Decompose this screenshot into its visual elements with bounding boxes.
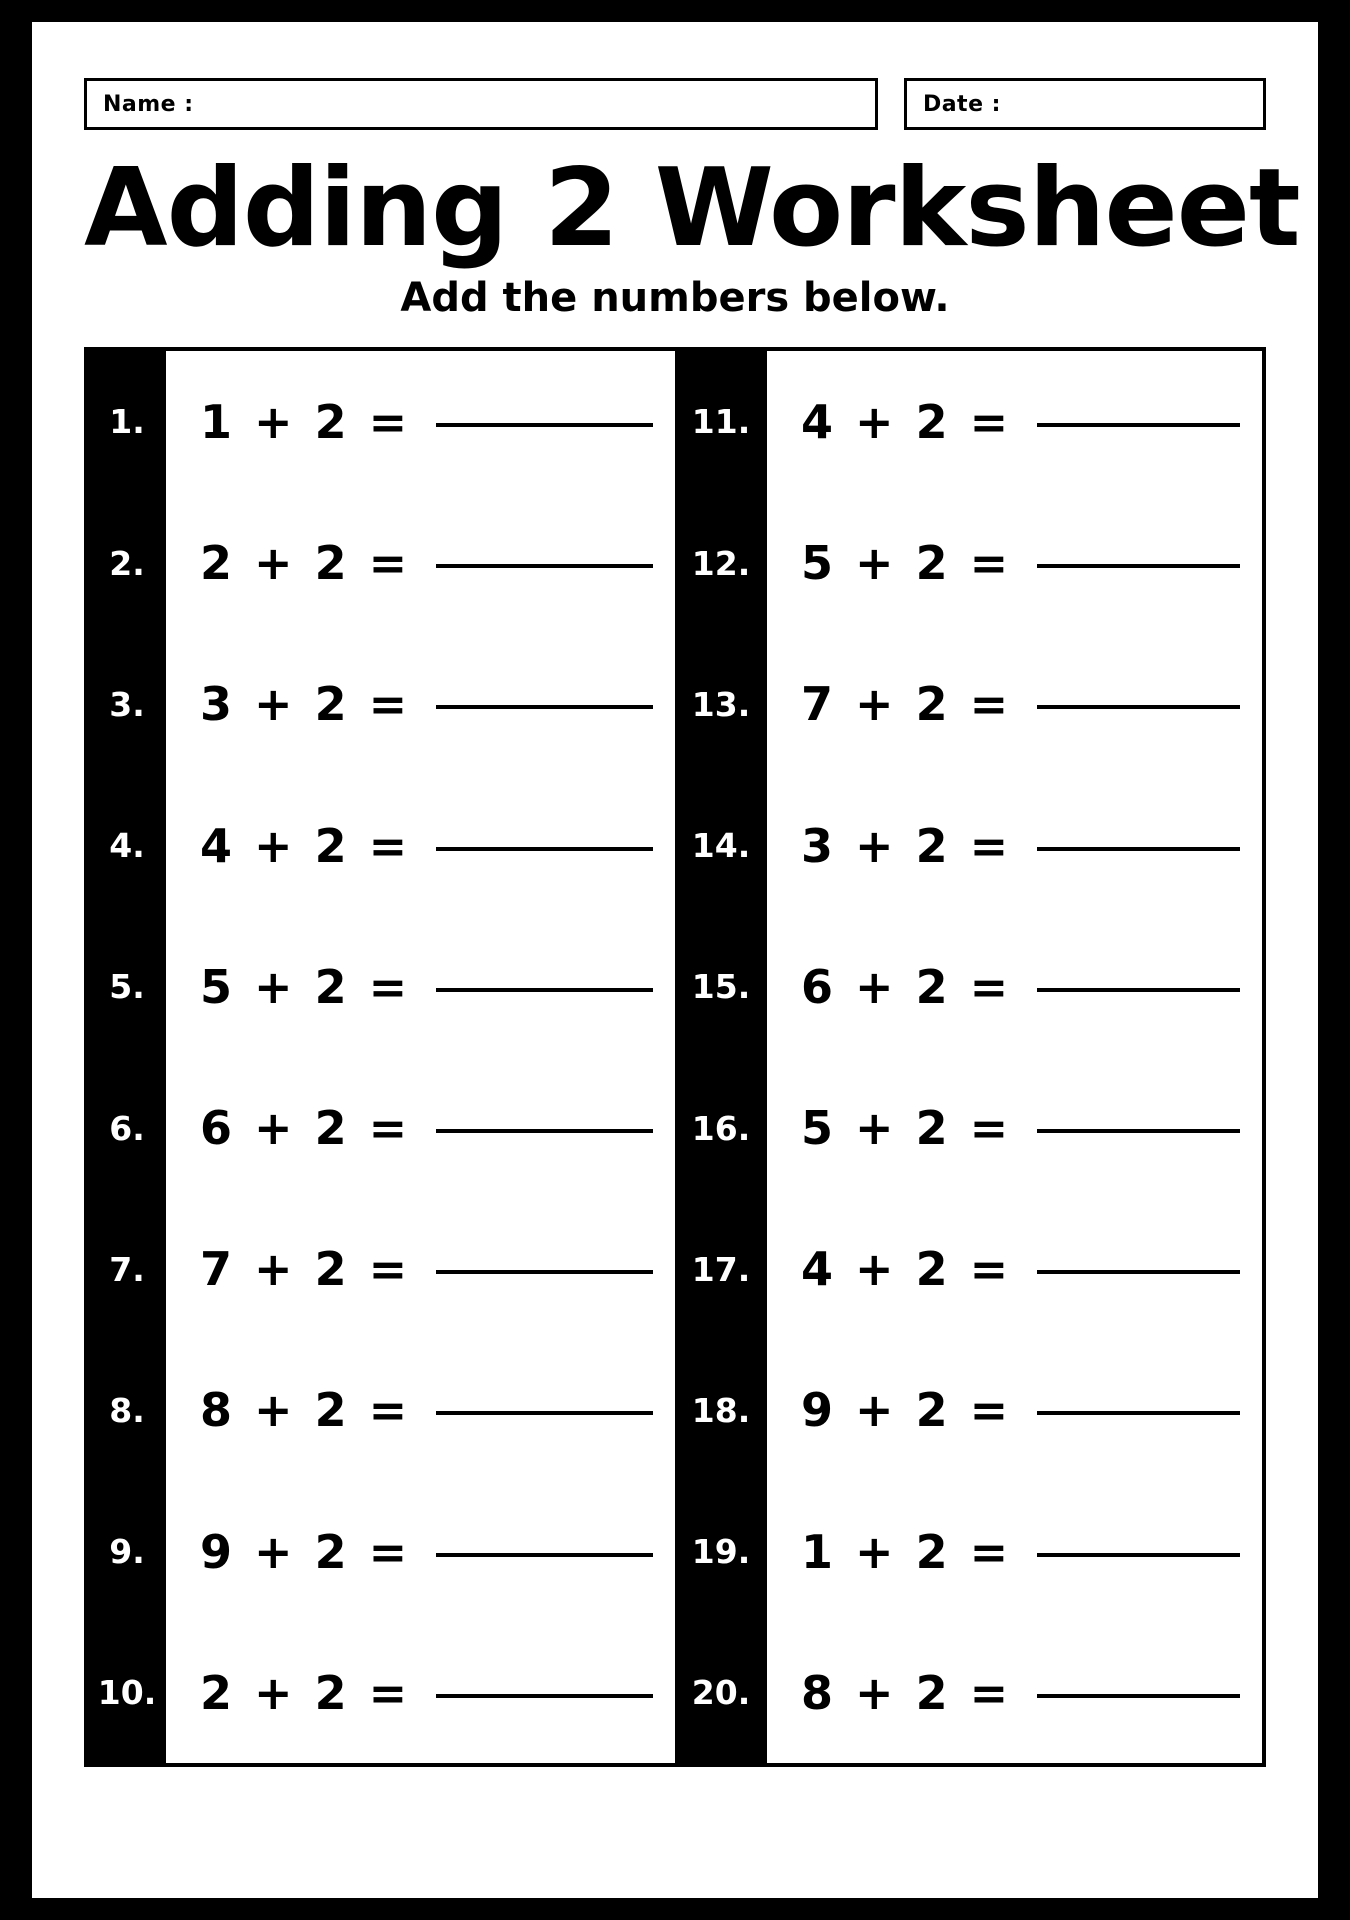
answer-blank[interactable] — [436, 1553, 653, 1557]
problem-cell — [166, 1666, 675, 1720]
table-row — [675, 1199, 1262, 1340]
problem-number: 6. — [88, 1057, 166, 1198]
table-row — [88, 1622, 675, 1763]
problem-number: 15. — [675, 916, 767, 1057]
table-row — [88, 1481, 675, 1622]
table-row — [88, 775, 675, 916]
problem-cell — [767, 1383, 1262, 1437]
problem-number: 9. — [88, 1481, 166, 1622]
page-subtitle: Add the numbers below. — [400, 275, 950, 322]
problems-table — [84, 347, 1266, 1767]
problem-expression: 5 + 2 = — [801, 1101, 1012, 1155]
problem-expression: 3 + 2 = — [801, 818, 1012, 873]
answer-blank[interactable] — [1037, 1694, 1240, 1698]
problem-expression: 5 + 2 = — [801, 536, 1012, 591]
problem-cell — [767, 819, 1262, 873]
answer-blank[interactable] — [436, 1129, 653, 1133]
answer-blank[interactable] — [436, 705, 653, 709]
name-label: Name : — [103, 91, 194, 117]
problem-cell — [166, 1242, 675, 1296]
table-row — [675, 916, 1262, 1057]
problem-cell — [166, 960, 675, 1014]
problem-cell — [166, 1525, 675, 1579]
problem-number: 2. — [88, 493, 166, 634]
problem-cell — [767, 1666, 1262, 1720]
problem-expression: 2 + 2 = — [200, 536, 411, 591]
table-row — [675, 1057, 1262, 1198]
problem-cell — [166, 677, 675, 731]
table-row — [675, 1340, 1262, 1481]
answer-blank[interactable] — [436, 1270, 653, 1274]
answer-blank[interactable] — [1037, 847, 1240, 851]
problem-cell — [767, 960, 1262, 1014]
problem-number: 19. — [675, 1481, 767, 1622]
date-field[interactable] — [904, 78, 1266, 130]
problems-column-right — [675, 351, 1262, 1763]
problem-cell — [767, 1242, 1262, 1296]
table-row — [675, 1481, 1262, 1622]
problem-expression: 4 + 2 = — [801, 394, 1012, 449]
problem-expression: 4 + 2 = — [200, 818, 411, 873]
worksheet-sheet — [52, 42, 1298, 1878]
problem-cell — [166, 1101, 675, 1155]
problem-cell — [767, 677, 1262, 731]
problem-expression: 8 + 2 = — [200, 1383, 411, 1438]
problem-expression: 8 + 2 = — [801, 1665, 1012, 1720]
problem-number: 11. — [675, 351, 767, 492]
problems-column-left — [88, 351, 675, 1763]
answer-blank[interactable] — [1037, 564, 1240, 568]
problem-expression: 7 + 2 = — [200, 1242, 411, 1297]
table-row — [88, 1057, 675, 1198]
table-row — [675, 351, 1262, 492]
worksheet-page — [32, 22, 1318, 1898]
problem-number: 16. — [675, 1057, 767, 1198]
problem-expression: 6 + 2 = — [200, 1101, 411, 1155]
problem-cell — [767, 395, 1262, 449]
answer-blank[interactable] — [1037, 1270, 1240, 1274]
answer-blank[interactable] — [1037, 1411, 1240, 1415]
page-title: Adding 2 Worksheet — [84, 146, 1300, 271]
answer-blank[interactable] — [436, 564, 653, 568]
problem-expression: 3 + 2 = — [200, 677, 411, 732]
problem-number: 17. — [675, 1199, 767, 1340]
date-label: Date : — [922, 91, 1001, 117]
answer-blank[interactable] — [436, 847, 653, 851]
table-row — [88, 1340, 675, 1481]
problem-expression: 1 + 2 = — [801, 1524, 1012, 1579]
answer-blank[interactable] — [1037, 705, 1240, 709]
problem-cell — [166, 536, 675, 590]
problem-cell — [166, 819, 675, 873]
table-row — [675, 775, 1262, 916]
problem-number: 8. — [88, 1340, 166, 1481]
problem-cell — [166, 395, 675, 449]
table-row — [675, 1622, 1262, 1763]
problem-number: 13. — [675, 634, 767, 775]
problem-number: 12. — [675, 493, 767, 634]
problem-expression: 9 + 2 = — [200, 1524, 411, 1579]
problem-number: 14. — [675, 775, 767, 916]
answer-blank[interactable] — [1037, 1553, 1240, 1557]
problem-number: 3. — [88, 634, 166, 775]
name-field[interactable] — [84, 78, 878, 130]
table-row — [88, 1199, 675, 1340]
table-row — [675, 634, 1262, 775]
problem-expression: 6 + 2 = — [801, 959, 1012, 1014]
problem-cell — [767, 536, 1262, 590]
problem-number: 7. — [88, 1199, 166, 1340]
problem-number: 10. — [88, 1622, 166, 1763]
answer-blank[interactable] — [436, 423, 653, 427]
problem-cell — [767, 1525, 1262, 1579]
answer-blank[interactable] — [436, 1411, 653, 1415]
problem-number: 4. — [88, 775, 166, 916]
problem-number: 1. — [88, 351, 166, 492]
problem-cell — [767, 1101, 1262, 1155]
answer-blank[interactable] — [1037, 988, 1240, 992]
table-row — [88, 351, 675, 492]
answer-blank[interactable] — [1037, 1129, 1240, 1133]
table-row — [88, 493, 675, 634]
problem-expression: 5 + 2 = — [200, 959, 411, 1014]
problem-expression: 2 + 2 = — [200, 1665, 411, 1720]
problem-number: 5. — [88, 916, 166, 1057]
problem-cell — [166, 1383, 675, 1437]
table-row — [675, 493, 1262, 634]
table-row — [88, 634, 675, 775]
problem-number: 18. — [675, 1340, 767, 1481]
problem-expression: 1 + 2 = — [200, 394, 411, 449]
answer-blank[interactable] — [436, 988, 653, 992]
problem-expression: 9 + 2 = — [801, 1383, 1012, 1438]
problem-expression: 7 + 2 = — [801, 677, 1012, 732]
problem-expression: 4 + 2 = — [801, 1242, 1012, 1297]
table-row — [88, 916, 675, 1057]
header-fields — [84, 78, 1266, 130]
problem-number: 20. — [675, 1622, 767, 1763]
answer-blank[interactable] — [436, 1694, 653, 1698]
answer-blank[interactable] — [1037, 423, 1240, 427]
